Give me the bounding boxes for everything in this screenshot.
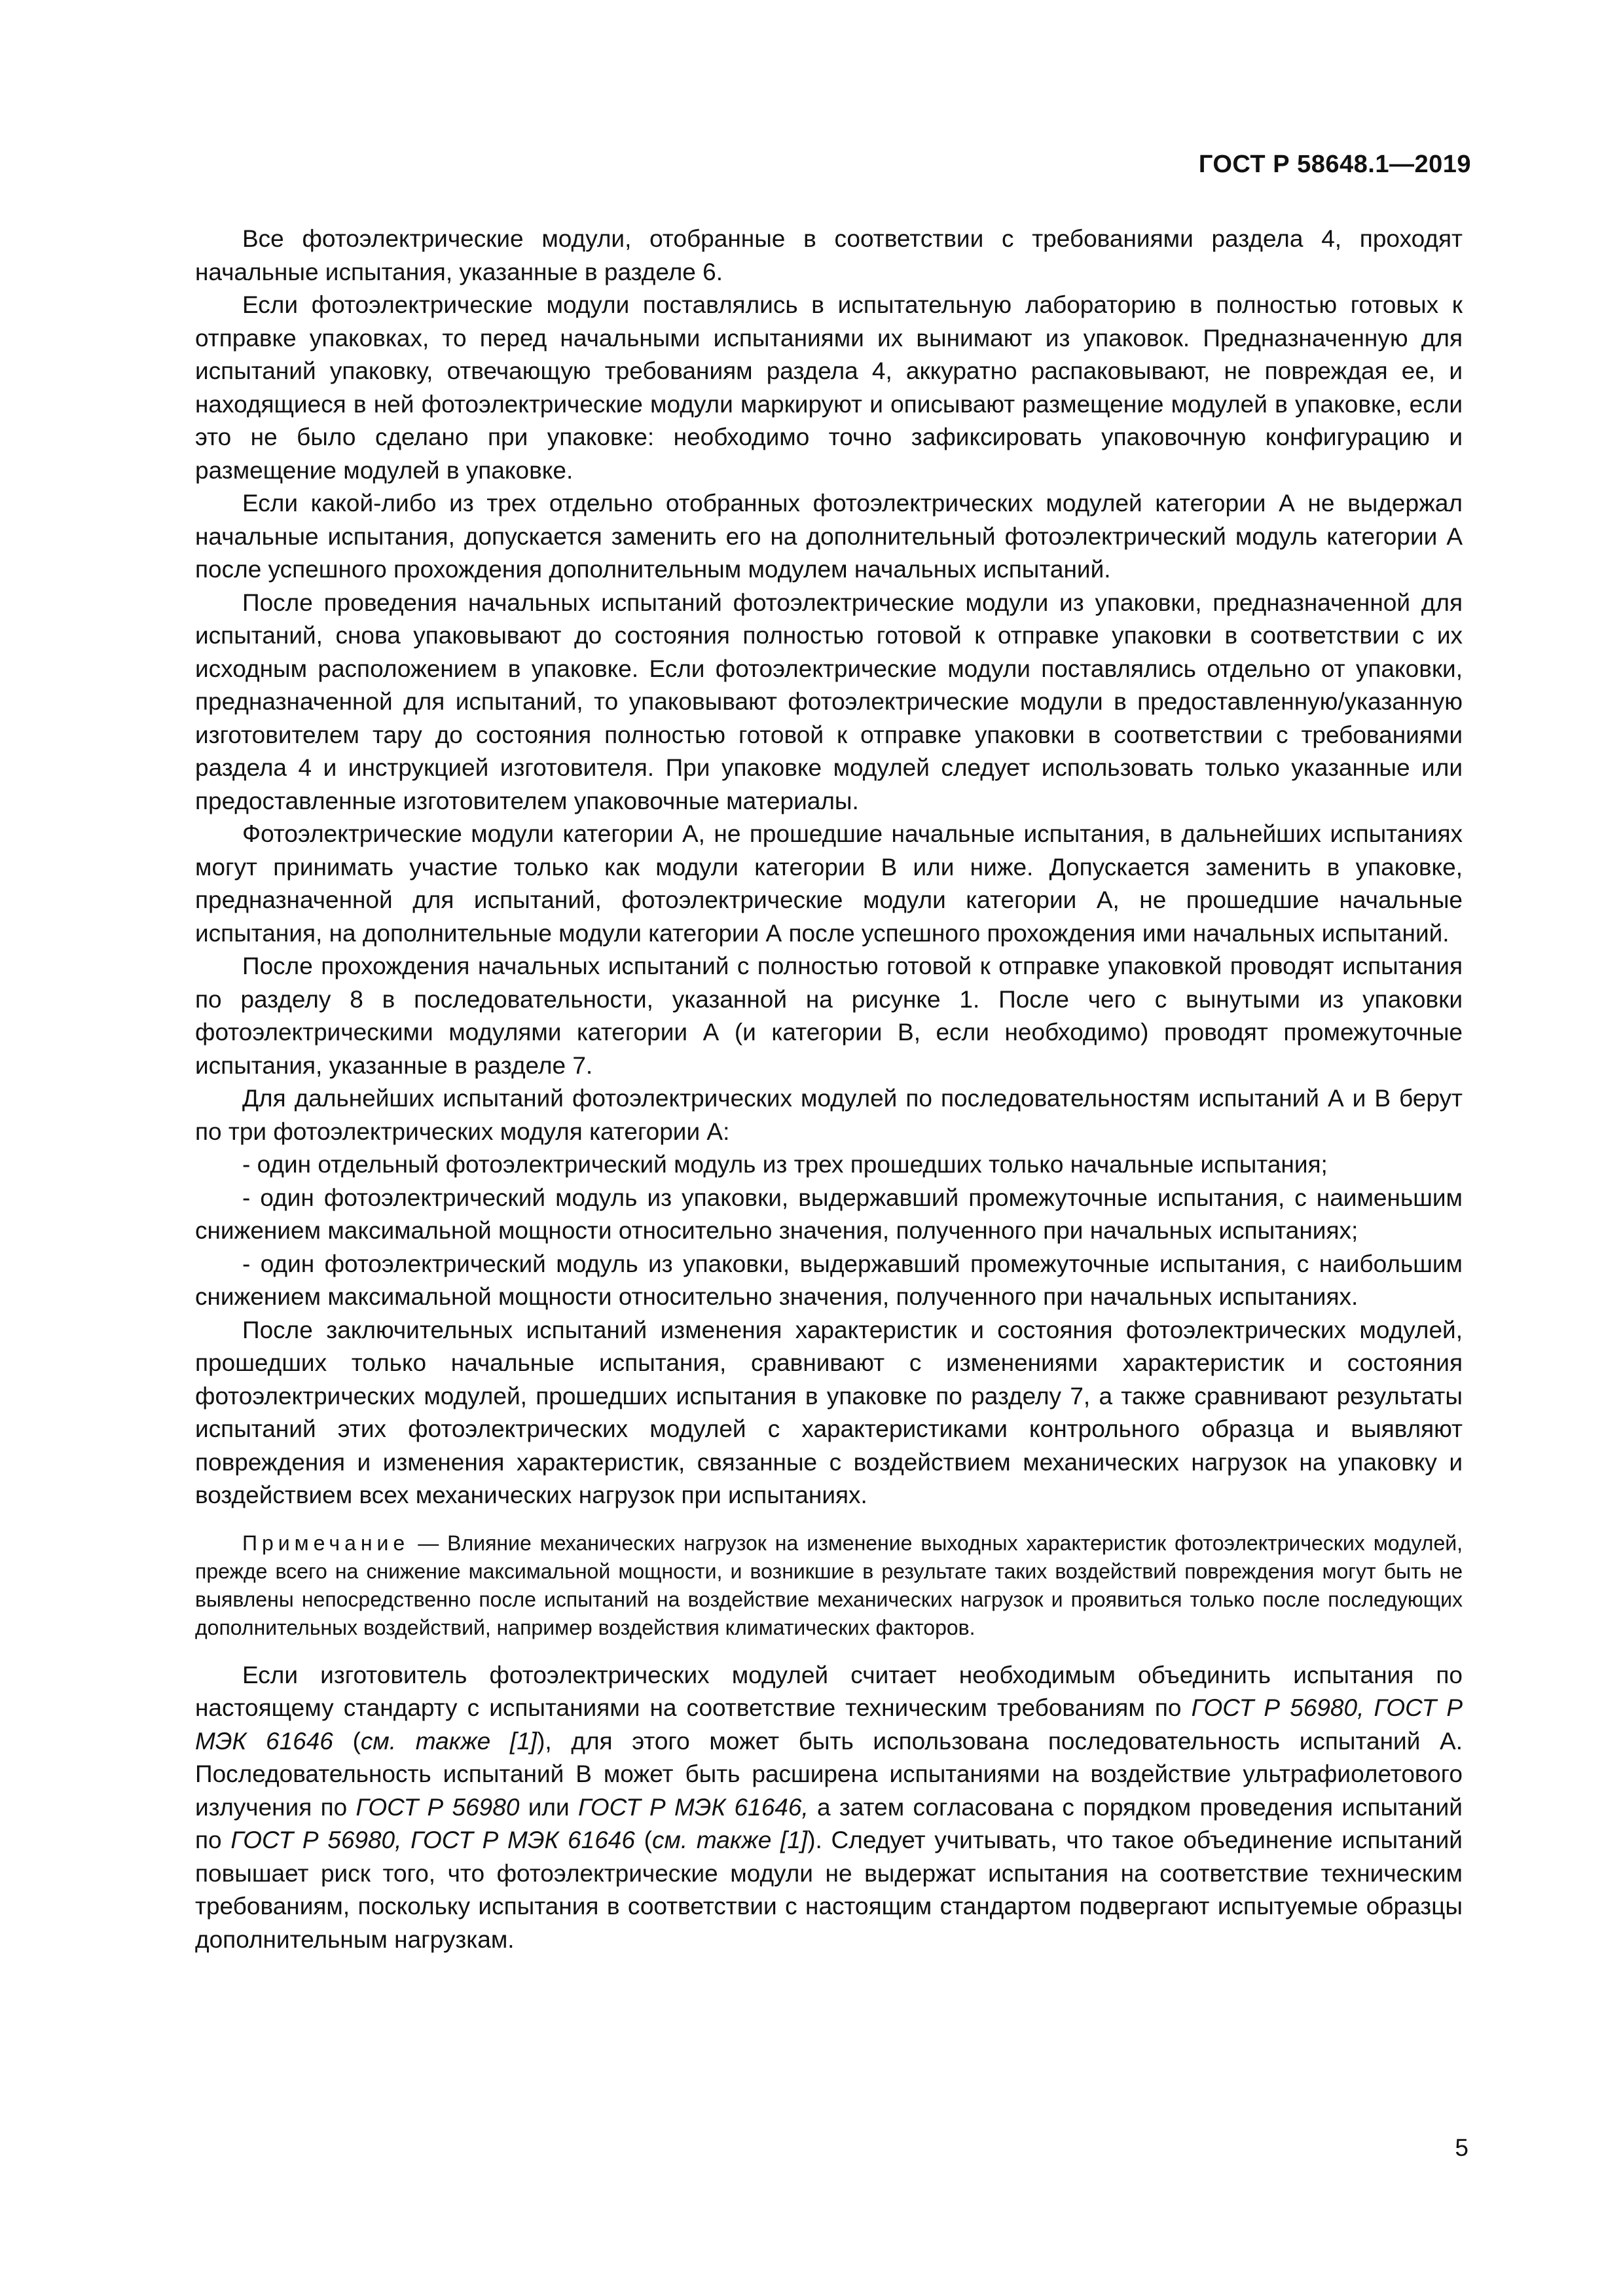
paragraph: Все фотоэлектрические модули, отобранные в соответствии с требованиями раздела 4, проходят начальные испытания, указанные в разделе 6.	[195, 225, 1463, 285]
page-number: 5	[1455, 2134, 1468, 2161]
standard-reference: ГОСТ Р 56980	[356, 1793, 520, 1821]
standard-code-header: ГОСТ Р 58648.1—2019	[1198, 151, 1471, 178]
paragraph: После прохождения начальных испытаний с полностью готовой к отправке упаковкой проводят испытания по разделу 8 в последовательности, указанной на рисунке 1. После чего с вынутыми из упаковки фотоэлектрическими модулями категории А (и категории В, если необходимо) проводят промежуточные испытания, указанные в разделе 7.	[195, 953, 1463, 1079]
paragraph: После проведения начальных испытаний фотоэлектрические модули из упаковки, предназначенной для испытаний, снова упаковывают до состояния полностью готовой к отправке упаковки в соответствии с их исходным расположением в упаковке. Если фотоэлектрические модули поставлялись отдельно от упаковки, предназначенной для испытаний, то упаковывают фотоэлектрические модули в предоставленную/указанную изготовителем тару до состояния полностью готовой к отправке упаковки в соответствии с требованиями раздела 4 и инструкцией изготовителя. При упаковке модулей следует использовать только указанные или предоставленные изготовителем упаковочные материалы.	[195, 589, 1463, 814]
bibliography-reference: см. также [1]	[651, 1827, 808, 1853]
text-run: или	[519, 1793, 578, 1821]
paragraph: Фотоэлектрические модули категории А, не прошедшие начальные испытания, в дальнейших испытаниях могут принимать участие только как модули категории В или ниже. Допускается заменить в упаковке, предназначенной для испытаний, фотоэлектрические модули категории А, не прошедшие начальные испытания, на дополнительные модули категории А после успешного прохождения ими начальных испытаний.	[195, 820, 1463, 947]
text-run: а затем согласована с порядком проведения испытаний по	[195, 1793, 1463, 1853]
note-label: Примечание	[242, 1531, 410, 1555]
bibliography-reference: см. также [1]	[360, 1727, 538, 1755]
paragraph: После заключительных испытаний изменения характеристик и состояния фотоэлектрических модулей, прошедших только начальные испытания, сравнивают с изменениями характеристик и состояния фотоэлектрических модулей, прошедших испытания в упаковке по разделу 7, а также сравнивают результаты испытаний этих фотоэлектрических модулей с характеристиками контрольного образца и выявляют повреждения и изменения характеристик, связанные с воздействием механических нагрузок на упаковку и воздействием всех механических нагрузок при испытаниях.	[195, 1316, 1463, 1508]
text-run: ). Следует учитывать, что такое объединение испытаний повышает риск того, что фотоэлектрические модули не выдержат испытания на соответствие техническим требованиям, поскольку испытания в соответствии с настоящим стандартом подвергают испытуемые образцы дополнительным нагрузкам.	[195, 1827, 1463, 1953]
paragraph: Для дальнейших испытаний фотоэлектрических модулей по последовательностям испытаний А и В берут по три фотоэлектрических модуля категории А:	[195, 1085, 1463, 1145]
note	[195, 1529, 1463, 1642]
text-run: ), для этого может быть использована последовательность испытаний А. Последовательность испытаний В может быть расширена испытаниями на воздействие ультрафиолетового излучения по	[195, 1727, 1463, 1821]
list-item: - один фотоэлектрический модуль из упаковки, выдержавший промежуточные испытания, с наименьшим снижением максимальной мощности относительно значения, полученного при начальных испытаниях;	[195, 1184, 1463, 1244]
text-run: (	[333, 1727, 361, 1755]
document-body	[195, 223, 1463, 1956]
final-paragraph	[195, 1659, 1463, 1957]
standard-reference: ГОСТ Р 56980, ГОСТ Р МЭК 61646	[195, 1694, 1463, 1755]
note-text: — Влияние механических нагрузок на изменение выходных характеристик фотоэлектрических модулей, прежде всего на снижение максимальной мощности, и возникшие в результате таких воздействий повреждения могут быть не выявлены непосредственно после испытаний на воздействие механических нагрузок и проявиться только после последующих дополнительных воздействий, например воздействия климатических факторов.	[195, 1531, 1463, 1639]
paragraph: Если фотоэлектрические модули поставлялись в испытательную лабораторию в полностью готовых к отправке упаковках, то перед начальными испытаниями их вынимают из упаковок. Предназначенную для испытаний упаковку, отвечающую требованиям раздела 4, аккуратно распаковывают, не повреждая ее, и находящиеся в ней фотоэлектрические модули маркируют и описывают размещение модулей в упаковке, если это не было сделано при упаковке: необходимо точно зафиксировать упаковочную конфигурацию и размещение модулей в упаковке.	[195, 291, 1463, 484]
list-item: - один фотоэлектрический модуль из упаковки, выдержавший промежуточные испытания, с наибольшим снижением максимальной мощности относительно значения, полученного при начальных испытаниях.	[195, 1250, 1463, 1310]
text-run: (	[634, 1827, 652, 1853]
text-run: Если изготовитель фотоэлектрических модулей считает необходимым объединить испытания по настоящему стандарту с испытаниями на соответствие техническим требованиям по	[195, 1661, 1463, 1721]
standard-reference: ГОСТ Р 56980, ГОСТ Р МЭК 61646	[230, 1827, 635, 1853]
standard-reference: ГОСТ Р МЭК 61646,	[577, 1793, 809, 1821]
list-item: - один отдельный фотоэлектрический модуль из трех прошедших только начальные испытания;	[242, 1151, 1328, 1178]
paragraph: Если какой-либо из трех отдельно отобранных фотоэлектрических модулей категории А не выдержал начальные испытания, допускается заменить его на дополнительный фотоэлектрический модуль категории А после успешного прохождения дополнительным модулем начальных испытаний.	[195, 490, 1463, 583]
